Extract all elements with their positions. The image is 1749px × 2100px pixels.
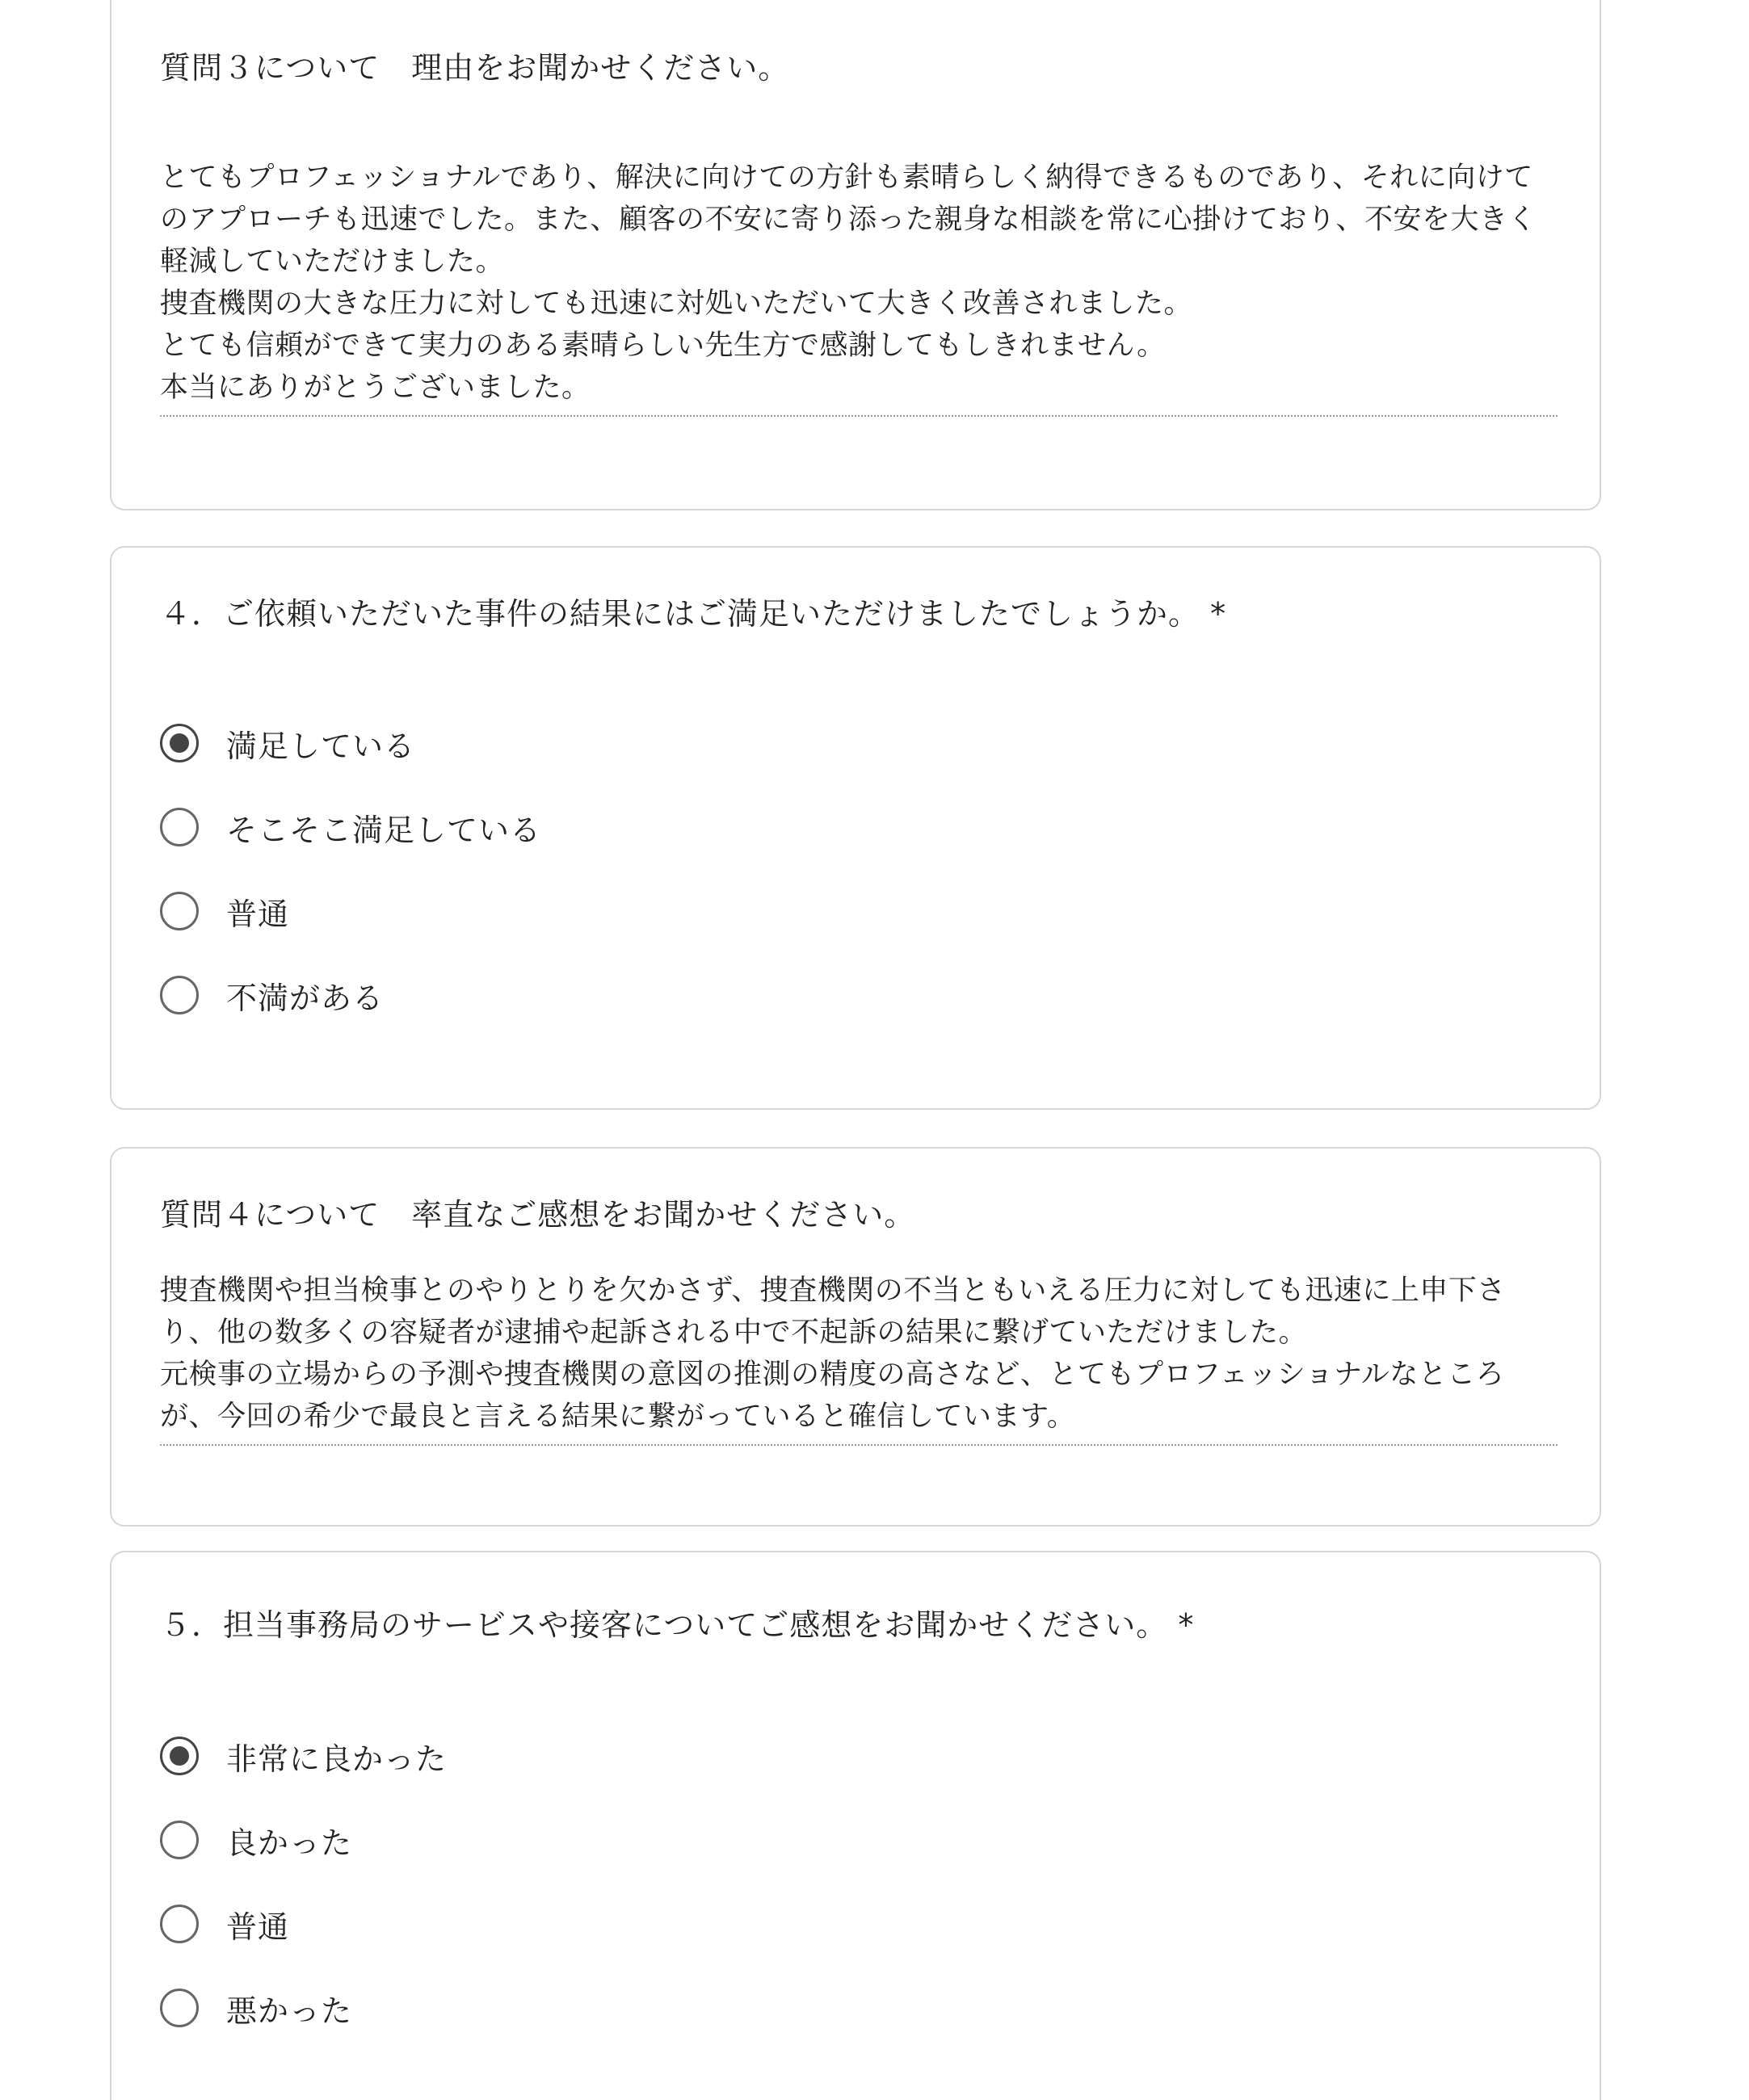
question-4-option-dissatisfied[interactable] xyxy=(160,953,541,1037)
question-3-reason-answer[interactable] xyxy=(160,157,1558,417)
answer-line: 本当にありがとうございました。 xyxy=(160,372,591,404)
question-5-option-very-good[interactable] xyxy=(160,1714,447,1798)
question-5-option-good[interactable] xyxy=(160,1798,447,1882)
radio-unchecked-icon[interactable] xyxy=(160,976,199,1014)
option-label: そこそこ満足している xyxy=(226,812,542,848)
question-4-option-satisfied[interactable] xyxy=(160,701,541,785)
question-4-card xyxy=(110,546,1601,1110)
radio-checked-icon[interactable] xyxy=(160,724,199,762)
option-label: 不満がある xyxy=(226,980,385,1016)
question-4-options xyxy=(160,701,541,1037)
option-label: 普通 xyxy=(226,1909,290,1945)
option-label: 満足している xyxy=(226,728,416,764)
question-5-options xyxy=(160,1714,447,2050)
question-3-reason-title: 質問３について 理由をお聞かせください。 xyxy=(160,50,790,86)
radio-unchecked-icon[interactable] xyxy=(160,892,199,930)
answer-line: 捜査機関の大きな圧力に対しても迅速に対処いただいて大きく改善されました。 xyxy=(160,288,1193,320)
option-label: 非常に良かった xyxy=(226,1741,448,1777)
option-label: 悪かった xyxy=(226,1993,353,2029)
question-5-title: ５．担当事務局のサービスや接客についてご感想をお聞かせください。 * xyxy=(160,1607,1195,1643)
question-4-option-normal[interactable] xyxy=(160,869,541,953)
question-4-title: ４．ご依頼いただいた事件の結果にはご満足いただけましたでしょうか。 * xyxy=(160,596,1227,632)
answer-line: 元検事の立場からの予測や捜査機関の意図の推測の精度の高さなど、とてもプロフェッショナルなところが、今回の希少で最良と言える結果に繋がっていると確信しています。 xyxy=(160,1359,1505,1433)
answer-line: とてもプロフェッショナルであり、解決に向けての方針も素晴らしく納得できるものであり、それに向けてのアプローチも迅速でした。また、顧客の不安に寄り添った親身な相談を常に心掛けており、不安を大きく軽減していただけました。 xyxy=(160,162,1537,278)
answer-line: とても信頼ができて実力のある素晴らしい先生方で感謝してもしきれません。 xyxy=(160,330,1166,362)
question-4-impression-card xyxy=(110,1147,1601,1527)
radio-unchecked-icon[interactable] xyxy=(160,808,199,846)
question-4-impression-title: 質問４について 率直なご感想をお聞かせください。 xyxy=(160,1197,916,1233)
question-4-option-somewhat-satisfied[interactable] xyxy=(160,785,541,869)
option-label: 普通 xyxy=(226,896,290,932)
question-4-impression-answer[interactable] xyxy=(160,1270,1558,1446)
radio-unchecked-icon[interactable] xyxy=(160,1905,199,1943)
answer-line: 捜査機関や担当検事とのやりとりを欠かさず、捜査機関の不当ともいえる圧力に対しても迅速に上申下さり、他の数多くの容疑者が逮捕や起訴される中で不起訴の結果に繋げていただけました。 xyxy=(160,1275,1506,1349)
question-3-reason-card xyxy=(110,0,1601,510)
question-5-card xyxy=(110,1551,1601,2100)
question-5-option-bad[interactable] xyxy=(160,1966,447,2050)
radio-unchecked-icon[interactable] xyxy=(160,1989,199,2027)
question-5-option-normal[interactable] xyxy=(160,1882,447,1966)
option-label: 良かった xyxy=(226,1825,353,1861)
radio-unchecked-icon[interactable] xyxy=(160,1821,199,1859)
radio-checked-icon[interactable] xyxy=(160,1737,199,1775)
